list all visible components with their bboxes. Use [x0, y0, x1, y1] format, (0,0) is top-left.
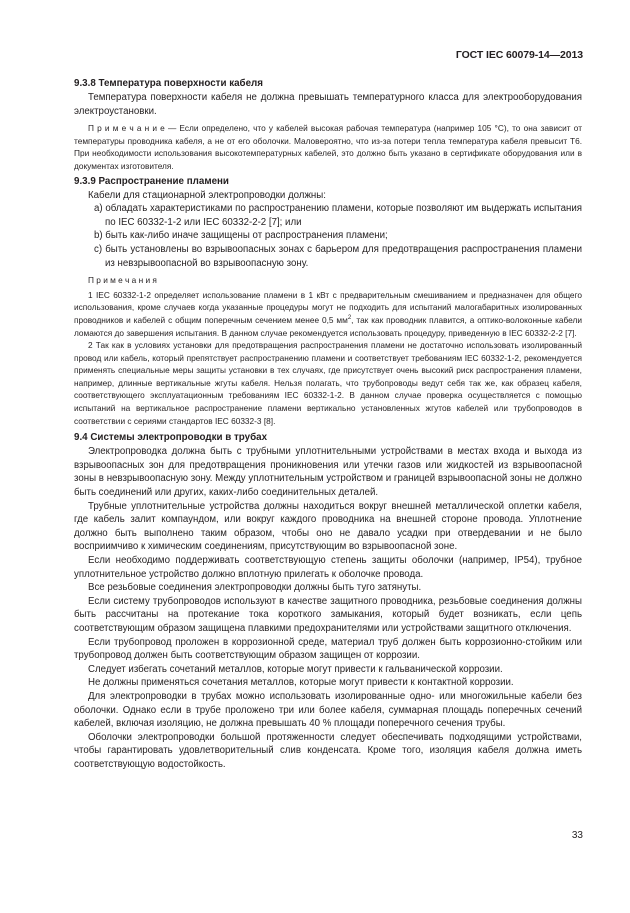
paragraph: Если трубопровод проложен в коррозионной среде, материал труб должен быть коррозионно-стойким или трубопровод должен быть соответствующим образом защищен от коррозии.: [74, 636, 582, 662]
page-number: 33: [571, 830, 583, 841]
paragraph: Температура поверхности кабеля не должна превышать температурного класса для электрооборудования электроустановки.: [74, 92, 582, 117]
note-1-text-b: , так как проводник плавится, а оптико-волоконные кабели ломаются до завершения испытания. В данном случае рекомендуется использовать процедуру, приведенную в IEC 60332-2-2 [7].: [74, 314, 582, 338]
paragraph: Если систему трубопроводов используют в качестве защитного проводника, резьбовые соединения должны быть рассчитаны на протекание тока короткого замыкания, который будет возникать, если цепь соответствующим образом защищена плавкими предохранителями или устройствами защитного отключения.: [74, 595, 582, 634]
note: [74, 122, 582, 172]
paragraph: Следует избегать сочетаний металлов, которые могут привести к гальванической коррозии.: [88, 663, 503, 675]
note-1: [74, 289, 582, 339]
list-item: b) быть как-либо иначе защищены от распространения пламени;: [94, 230, 388, 242]
paragraph: Все резьбовые соединения электропроводки должны быть туго затянуты.: [88, 582, 422, 594]
note-text: — Если определено, что у кабелей высокая рабочая температура (например 105 °С), то она зависит от температуры проводника кабеля, а не от его оболочки. Маловероятно, что из-за потери тепла температура кабеля превысит Т6. При необходимости использования высокотемпературных кабелей, это должно быть указано в сертификате оборудования или в документах изготовителя.: [74, 123, 583, 171]
paragraph: Оболочки электропроводки большой протяженности следует обеспечивать подходящими устройствами, чтобы гарантировать удовлетворительный слив конденсата. Кроме того, изоляция кабеля должна иметь соответствующую водостойкость.: [74, 731, 582, 770]
paragraph: Кабели для стационарной электропроводки должны:: [88, 189, 326, 201]
notes-label: П р и м е ч а н и я: [88, 275, 157, 286]
section-9-3-9: [74, 175, 582, 428]
section-title-9-3-9: 9.3.9 Распространение пламени: [74, 175, 229, 187]
section-9-4: [74, 431, 582, 771]
paragraph: Не должны применяться сочетания металлов, которые могут привести к контактной коррозии.: [88, 677, 514, 689]
section-title-9-3-8: 9.3.8 Температура поверхности кабеля: [74, 78, 263, 89]
superscript: 2: [347, 315, 352, 322]
list-item: c) быть установлены во взрывоопасных зонах с барьером для предотвращения распространения пламени из невзрывоопасной во взрывоопасную зону.: [94, 243, 582, 269]
list-item: a) обладать характеристиками по распространению пламени, которые позволяют им выдержать испытания по IEC 60332-1-2 или IEC 60332-2-2 [7]; или: [94, 203, 582, 228]
section-9-3-8: [74, 77, 582, 173]
paragraph: Для электропроводки в трубах можно использовать изолированные одно- или многожильные кабели без оболочки. Однако если в трубе проложено три или более кабеля, суммарная площадь поперечных сечений кабелей, включая изоляцию, не должна превышать 40 % площади поперечного сечения трубы.: [74, 690, 582, 730]
note-label: П р и м е ч а н и е: [88, 123, 165, 134]
section-title-9-4: 9.4 Системы электропроводки в трубах: [74, 432, 268, 444]
paragraph: Если необходимо поддерживать соответствующую степень защиты оболочки (например, IP54), трубное уплотнительное устройство должно вплотную прилегать к оболочке провода.: [74, 555, 582, 580]
paragraph: Трубные уплотнительные устройства должны находиться вокруг внешней металлической оплетки кабеля, где кабель залит компаундом, или вокруг каждого проводника на внешней стороне провода. Уплотнение должно быть выполнено таким образом, чтобы оно не давало усадки при отвердевании и не было восприимчиво к химическим соединениям, присутствующим во взрывоопасной зоне.: [74, 500, 582, 553]
note-1-text-a: 1 IEC 60332-1-2 определяет использование пламени в 1 кВт с предварительным смешиванием и предназначен для общего использования, кроме случаев когда указанные процедуры могут не подходить для испытаний малогабаритных изолированных проводников и кабелей с общим поперечным сечением менее 0,5 мм: [74, 289, 582, 325]
paragraph: Электропроводка должна быть с трубными уплотнительными устройствами в местах входа и выхода из взрывоопасных зон для предотвращения проникновения или утечки газов или жидкостей из взрывоопасной зоны в невзрывоопасную зону. Между уплотнительным устройством и границей взрывоопасной зоны не должно быть соединений или других, каких-либо соединительных деталей.: [74, 446, 582, 499]
page-content: [74, 77, 582, 772]
note-2: 2 Так как в условиях установки для предотвращения распространения пламени не достаточно использовать изолированный провод или кабель, который препятствует распространению пламени и соответствует требованиям IEC 60332-1-2, рекомендуется применять специальные меры защиты установки в тех случаях, где присутствует очень высокий риск распространения пламени, например, длинные вертикальные жгуты кабеля. Нельзя полагать, что трубопроводы ведут себя так же, как образец кабеля, соответствующего эксплуатационным требованиям IEC 60332-1-2. В данном случае проверка осуществляется с помощью испытаний на вертикальное распространение пламени вертикально установленных жгутов кабелей или трубопроводов в соответствии с сериями стандартов IEC 60332-3 [8].: [74, 340, 582, 426]
standard-code: ГОСТ IEC 60079-14—2013: [455, 49, 583, 61]
